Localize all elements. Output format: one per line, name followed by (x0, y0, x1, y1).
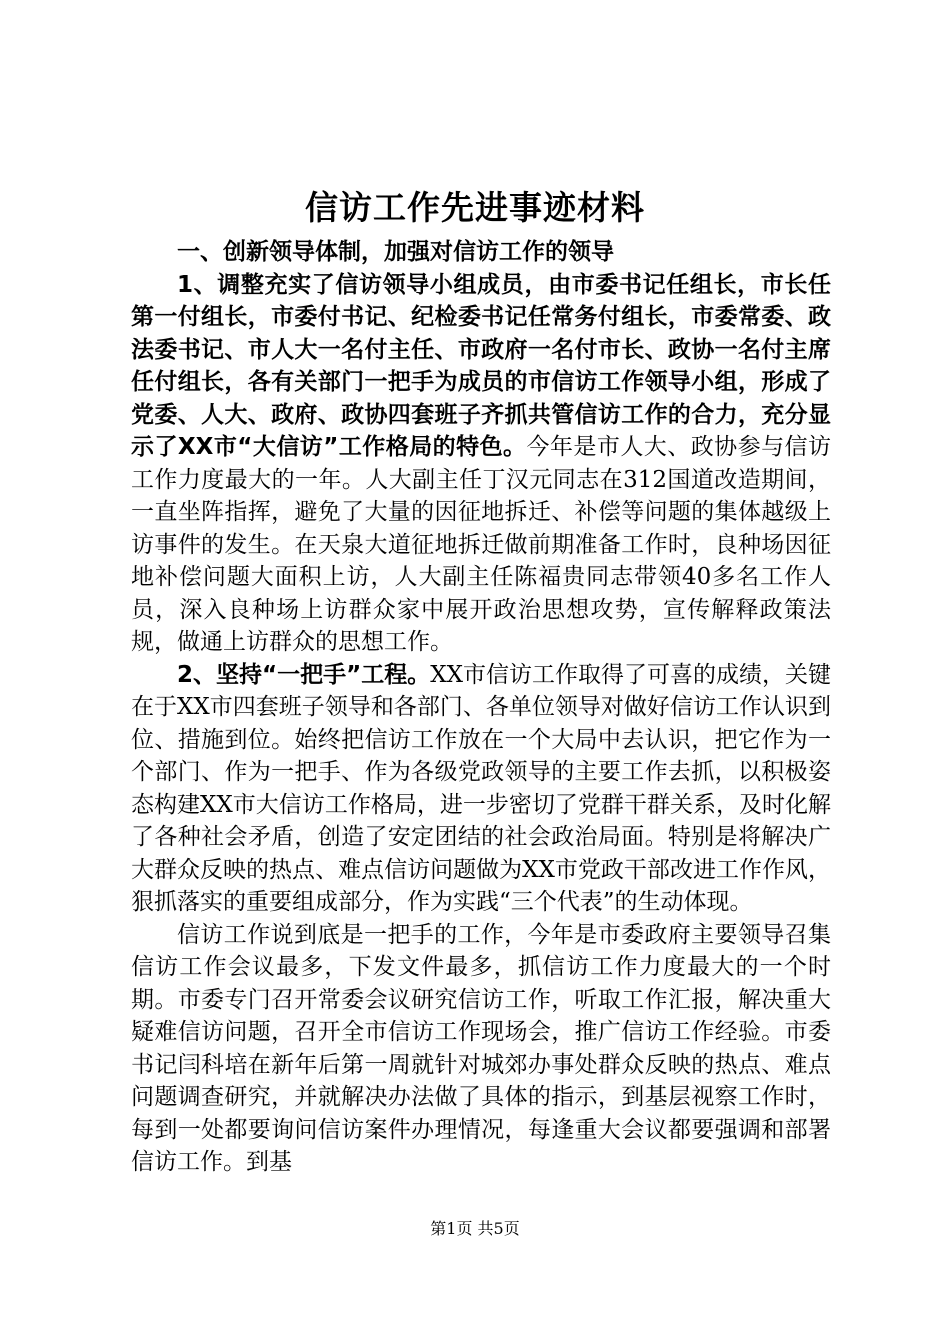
paragraph-1 (131, 269, 831, 659)
paragraph-2 (131, 659, 831, 919)
paragraph-3: 信访工作说到底是一把手的工作，今年是市委政府主要领导召集信访工作会议最多，下发文件最多，抓信访工作力度最大的一个时期。市委专门召开常委会议研究信访工作，听取工作汇报，解决重大疑难信访问题，召开全市信访工作现场会，推广信访工作经验。市委书记闫科培在新年后第一周就针对城郊办事处群众反映的热点、难点问题调查研究，并就解决办法做了具体的指示，到基层视察工作时，每到一处都要询问信访案件办理情况，每逢重大会议都要强调和部署信访工作。到基 (131, 921, 831, 1175)
section-heading: 一、创新领导体制，加强对信访工作的领导 (177, 239, 614, 265)
page-number: 第1页 共5页 (430, 1219, 520, 1238)
document-title: 信访工作先进事迹材料 (305, 188, 645, 227)
document-body (131, 236, 831, 1179)
paragraph-2-bold: 2、坚持“一把手”工程。 (177, 661, 431, 688)
paragraph-2-text: XX市信访工作取得了可喜的成绩，关键在于XX市四套班子领导和各部门、各单位领导对做好信访工作认识到位、措施到位。始终把信访工作放在一个大局中去认识，把它作为一个部门、作为一把手、作为各级党政领导的主要工作去抓，以积极姿态构建XX市大信访工作格局，进一步密切了党群干群关系，及时化解了各种社会矛盾，创造了安定团结的社会政治局面。特别是将解决广大群众反映的热点、难点信访问题做为XX市党政干部改进工作作风，狠抓落实的重要组成部分，作为实践“三个代表”的生动体现。 (131, 661, 831, 915)
paragraph-1-bold: 1、调整充实了信访领导小组成员，由市委书记任组长，市长任第一付组长，市委付书记、纪检委书记任常务付组长，市委常委、政法委书记、市人大一名付主任、市政府一名付市长、政协一名付主席任付组长，各有关部门一把手为成员的市信访工作领导小组，形成了党委、人大、政府、政协四套班子齐抓共管信访工作的合力，充分显示了XX市“大信访”工作格局的特色。 (131, 271, 831, 460)
paragraph-1-text: 今年是市人大、政协参与信访工作力度最大的一年。人大副主任丁汉元同志在312国道改造期间，一直坐阵指挥，避免了大量的因征地拆迁、补偿等问题的集体越级上访事件的发生。在天泉大道征地拆迁做前期准备工作时，良种场因征地补偿问题大面积上访，人大副主任陈福贵同志带领40多名工作人员，深入良种场上访群众家中展开政治思想攻势，宣传解释政策法规，做通上访群众的思想工作。 (131, 434, 832, 655)
